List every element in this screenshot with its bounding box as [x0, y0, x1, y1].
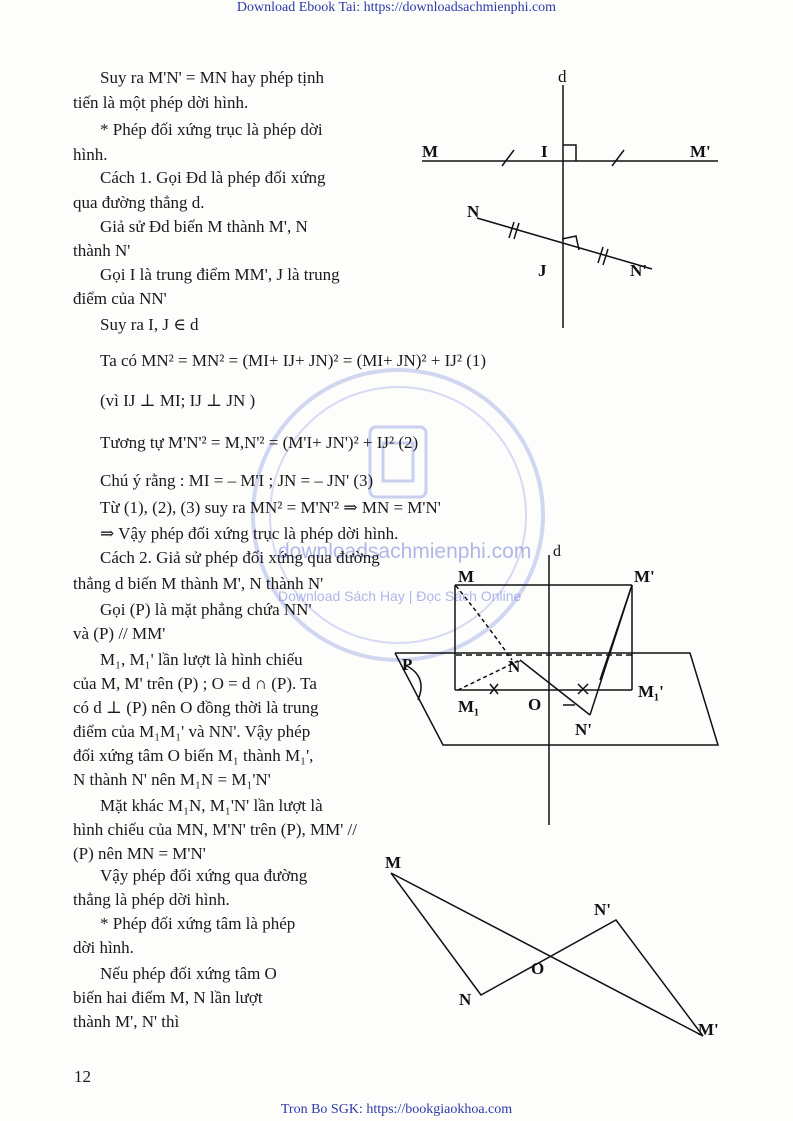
text-line: Giả sử Đd biến M thành M', N — [100, 217, 308, 236]
text-line: * Phép đối xứng trục là phép dời — [100, 120, 323, 139]
fig2-label-M1: M₁ — [458, 697, 480, 716]
fig1-label-J: J — [538, 261, 547, 280]
figure-plane-projection — [390, 540, 720, 830]
text-line: Mặt khác M₁N, M₁'N' lần lượt là — [100, 796, 323, 815]
text-line: tiến là một phép dời hình. — [73, 93, 249, 112]
text-line: hình. — [73, 145, 108, 164]
text-line: Suy ra I, J ∈ d — [100, 315, 199, 334]
text-line: N thành N' nên M₁N = M₁'N' — [73, 770, 271, 789]
text-line: và (P) // MM' — [73, 624, 166, 643]
formula-line: Tương tự M'N'² = M,N'² = (M'I+ JN')² + IJ² (2) — [100, 433, 419, 452]
text-line: đối xứng tâm O biến M₁ thành M₁', — [73, 746, 314, 765]
text-line: điểm của M₁M₁' và NN'. Vậy phép — [73, 722, 311, 741]
formula-line: Ta có MN² = MN² = (MI+ IJ+ JN)² = (MI+ JN)² + IJ² (1) — [100, 351, 487, 370]
text-line: Cách 1. Gọi Đ⁤d là phép đối xứng — [100, 168, 326, 187]
text-line: Nếu phép đối xứng tâm O — [100, 964, 277, 983]
fig1-label-Mp: M' — [690, 142, 711, 161]
formula-line: (vì IJ ⊥ MI; IJ ⊥ JN ) — [100, 391, 256, 410]
text-line: có d ⊥ (P) nên O đồng thời là trung — [73, 698, 319, 717]
fig3-label-N: N — [459, 990, 472, 1009]
text-line: thành M', N' thì — [73, 1012, 180, 1031]
watermark-tagline: Download Sách Hay | Đọc Sách Online — [278, 588, 522, 604]
fig2-label-Np: N' — [575, 720, 592, 739]
text-line: thành N' — [73, 241, 131, 260]
text-line: * Phép đối xứng tâm là phép — [100, 914, 296, 933]
fig2-label-Mp: M' — [634, 567, 655, 586]
header-bottom: Tron Bo SGK: https://bookgiaokhoa.com — [280, 1102, 513, 1117]
fig3-label-M: M — [385, 853, 402, 872]
fig1-label-I: I — [541, 142, 548, 161]
formula-line: Từ (1), (2), (3) suy ra MN² = M'N'² ⇒ MN = M'N' — [100, 498, 441, 517]
watermark-site: downloadsachmienphi.com — [278, 540, 532, 563]
fig2-label-M: M — [458, 567, 475, 586]
fig2-label-M1p: M₁' — [638, 682, 664, 701]
text-line: dời hình. — [73, 938, 134, 957]
figure-central-symmetry — [380, 850, 720, 1040]
formula-line: Chú ý rằng : MI = – M'I ; JN = – JN' (3) — [100, 471, 374, 490]
text-line: hình chiếu của MN, M'N' trên (P), MM' // — [73, 820, 357, 839]
text-line: qua đường thẳng d. — [73, 193, 205, 212]
text-line: biến hai điểm M, N lần lượt — [73, 988, 263, 1007]
figure-axial-symmetry — [410, 60, 730, 340]
text-line: Gọi I là trung điểm MM', J là trung — [100, 265, 340, 284]
text-line: Suy ra M'N' = MN hay phép tịnh — [100, 68, 324, 87]
page-number: 12 — [74, 1067, 91, 1086]
header-top: Download Ebook Tai: https://downloadsachmienphi.com — [236, 0, 557, 15]
text-line: điểm của NN' — [73, 289, 167, 308]
fig2-label-O: O — [528, 695, 542, 714]
text-line: của M, M' trên (P) ; O = d ∩ (P). Ta — [73, 674, 317, 693]
fig1-label-Np: N' — [630, 261, 647, 280]
fig3-label-O: O — [531, 959, 545, 978]
fig2-label-N: N — [508, 657, 521, 676]
text-line: Vậy phép đối xứng qua đường — [100, 866, 308, 885]
text-line: (P) nên MN = M'N' — [73, 844, 206, 863]
fig2-label-d: d — [553, 543, 561, 560]
text-line: M₁, M₁' lần lượt là hình chiếu — [100, 650, 303, 669]
fig2-label-P: P — [402, 655, 413, 674]
fig1-label-N: N — [467, 202, 480, 221]
fig3-label-Np: N' — [594, 900, 611, 919]
fig1-label-M: M — [422, 142, 439, 161]
text-line: ⇒ Vậy phép đối xứng trục là phép dời hình. — [100, 524, 399, 543]
text-line: thẳng là phép dời hình. — [73, 890, 230, 909]
fig3-label-Mp: M' — [698, 1020, 719, 1039]
text-line: Gọi (P) là mặt phẳng chứa NN' — [100, 600, 312, 619]
fig1-label-d: d — [558, 67, 567, 86]
text-line: thẳng d biến M thành M', N thành N' — [73, 574, 324, 593]
text-line: Cách 2. Giả sử phép đối xứng qua đường — [100, 548, 380, 567]
